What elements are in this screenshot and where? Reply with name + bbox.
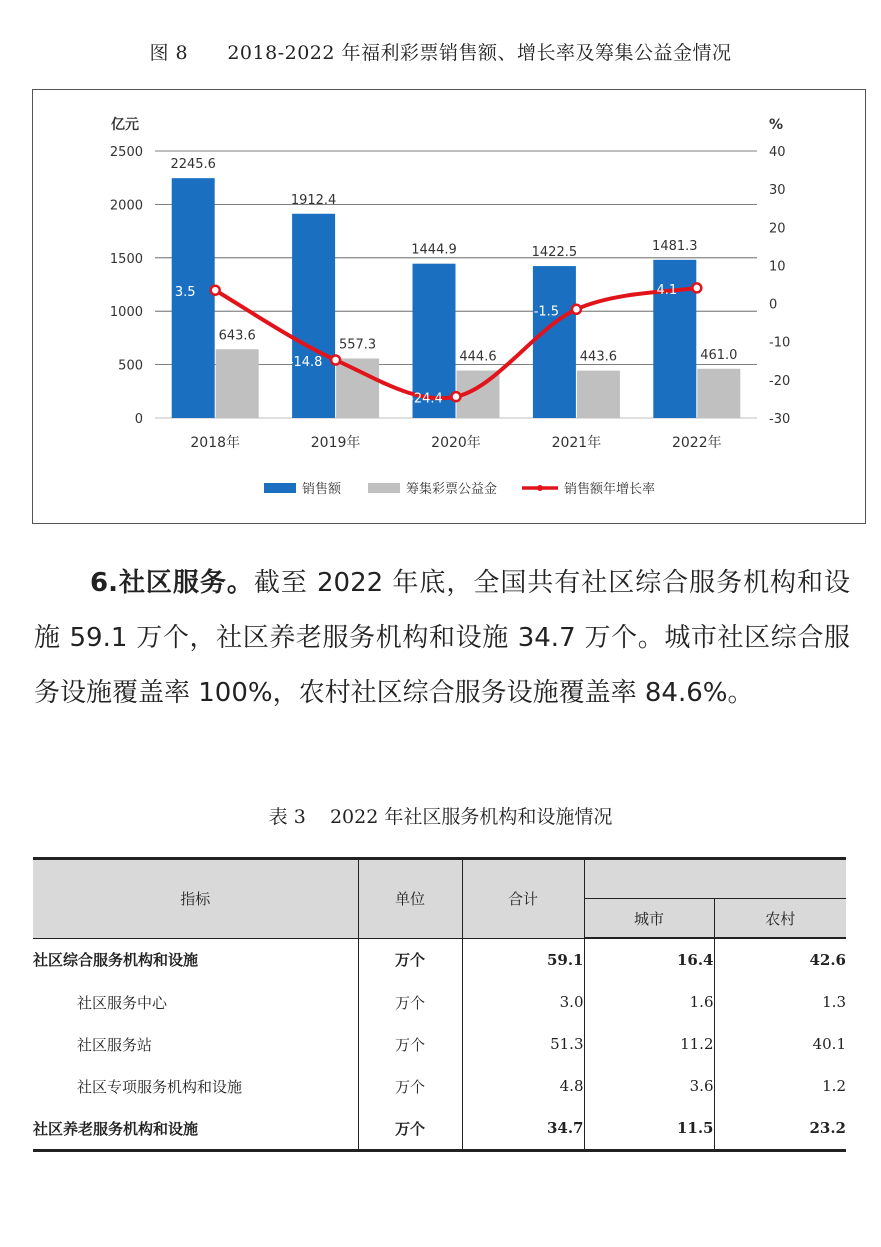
y-left-tick-label: 2500 bbox=[109, 145, 143, 160]
chart-container bbox=[32, 89, 866, 524]
row-total: 59.1 bbox=[462, 938, 584, 981]
fund-bar bbox=[336, 358, 379, 418]
y-left-tick-label: 2000 bbox=[109, 198, 143, 214]
legend-growth-label: 销售额年增长率 bbox=[564, 482, 656, 497]
growth-point bbox=[452, 392, 461, 401]
row-rural: 40.1 bbox=[714, 1023, 846, 1065]
figure-caption: 图 8 2018-2022 年福利彩票销售额、增长率及筹集公益金情况 bbox=[149, 42, 732, 64]
y-left-tick-label: 1000 bbox=[109, 305, 143, 321]
header-indicator: 指标 bbox=[33, 859, 358, 939]
row-unit: 万个 bbox=[358, 938, 462, 981]
growth-point bbox=[692, 283, 701, 292]
row-name: 社区服务中心 bbox=[33, 981, 358, 1023]
sales-data-label: 2245.6 bbox=[170, 157, 216, 173]
legend-sales-label: 销售额 bbox=[302, 482, 342, 497]
table-row bbox=[33, 1107, 846, 1151]
row-city: 3.6 bbox=[584, 1065, 714, 1107]
fund-bar bbox=[697, 369, 740, 418]
fund-bar bbox=[577, 371, 620, 418]
row-name: 社区综合服务机构和设施 bbox=[33, 938, 358, 981]
header-total: 合计 bbox=[462, 859, 584, 939]
row-name: 社区专项服务机构和设施 bbox=[33, 1065, 358, 1107]
header-rural: 农村 bbox=[714, 899, 846, 939]
row-rural: 1.3 bbox=[714, 981, 846, 1023]
fund-data-label: 444.6 bbox=[459, 349, 497, 365]
sales-data-label: 1444.9 bbox=[411, 242, 457, 258]
y-right-tick-label: 0 bbox=[769, 297, 778, 313]
row-total: 4.8 bbox=[462, 1065, 584, 1107]
sales-data-label: 1912.4 bbox=[290, 192, 337, 208]
row-unit: 万个 bbox=[358, 1065, 462, 1107]
growth-data-label: -14.8 bbox=[288, 355, 323, 371]
growth-point bbox=[211, 286, 220, 295]
legend-fund-label: 筹集彩票公益金 bbox=[406, 482, 498, 497]
header-city: 城市 bbox=[584, 899, 714, 939]
growth-point bbox=[572, 305, 581, 314]
row-unit: 万个 bbox=[358, 1107, 462, 1151]
fund-data-label: 557.3 bbox=[338, 337, 377, 353]
paragraph bbox=[34, 556, 850, 721]
x-tick-label: 2018年 bbox=[190, 435, 241, 451]
table-row bbox=[33, 981, 846, 1023]
legend-sales-swatch bbox=[264, 483, 296, 493]
x-tick-label: 2019年 bbox=[310, 435, 361, 451]
y-left-tick-label: 0 bbox=[134, 412, 143, 427]
table-row bbox=[33, 938, 846, 981]
fund-data-label: 643.6 bbox=[218, 328, 256, 344]
paragraph-body: 截至 2022 年底，全国共有社区综合服务机构和设施 59.1 万个，社区养老服务机构和设施 34.7 万个。城市社区综合服务设施覆盖率 100%，农村社区综合服务设施覆盖率 84.6%。 bbox=[34, 568, 851, 708]
y-right-unit: % bbox=[769, 117, 784, 133]
row-rural: 1.2 bbox=[714, 1065, 846, 1107]
row-city: 11.5 bbox=[584, 1107, 714, 1151]
growth-line bbox=[215, 288, 697, 398]
table-row bbox=[33, 1065, 846, 1107]
row-name: 社区养老服务机构和设施 bbox=[33, 1107, 358, 1151]
sales-bar bbox=[292, 214, 335, 418]
y-right-tick-label: 10 bbox=[769, 259, 786, 275]
fund-data-label: 461.0 bbox=[700, 347, 738, 363]
growth-data-label: -24.4 bbox=[409, 391, 443, 407]
y-right-tick-label: -20 bbox=[769, 373, 791, 389]
row-rural: 23.2 bbox=[714, 1107, 846, 1151]
row-rural: 42.6 bbox=[714, 938, 846, 981]
legend-growth-marker bbox=[537, 485, 543, 491]
row-city: 16.4 bbox=[584, 938, 714, 981]
growth-data-label: -1.5 bbox=[533, 304, 560, 320]
y-left-tick-label: 500 bbox=[118, 358, 143, 374]
table-row bbox=[33, 1023, 846, 1065]
sales-data-label: 1481.3 bbox=[652, 238, 698, 254]
row-name: 社区服务站 bbox=[33, 1023, 358, 1065]
y-right-tick-label: -10 bbox=[769, 335, 791, 351]
x-tick-label: 2021年 bbox=[551, 435, 602, 451]
paragraph-heading: 6.社区服务。 bbox=[90, 568, 254, 598]
y-right-tick-label: 20 bbox=[769, 221, 786, 237]
y-right-tick-label: -30 bbox=[769, 412, 791, 427]
fund-data-label: 443.6 bbox=[579, 349, 618, 365]
x-tick-label: 2020年 bbox=[431, 435, 481, 451]
header-blank bbox=[584, 859, 846, 899]
sales-bar bbox=[533, 266, 576, 418]
facilities-table bbox=[33, 857, 846, 1152]
header-unit: 单位 bbox=[358, 859, 462, 939]
legend-fund-swatch bbox=[368, 483, 400, 493]
row-unit: 万个 bbox=[358, 1023, 462, 1065]
row-city: 11.2 bbox=[584, 1023, 714, 1065]
growth-data-label: 3.5 bbox=[174, 285, 196, 301]
y-left-unit: 亿元 bbox=[111, 117, 139, 133]
growth-point bbox=[331, 356, 340, 365]
x-tick-label: 2022年 bbox=[671, 435, 722, 451]
row-city: 1.6 bbox=[584, 981, 714, 1023]
fund-bar bbox=[216, 349, 259, 418]
row-total: 34.7 bbox=[462, 1107, 584, 1151]
row-total: 3.0 bbox=[462, 981, 584, 1023]
row-unit: 万个 bbox=[358, 981, 462, 1023]
y-right-tick-label: 30 bbox=[769, 183, 786, 199]
y-left-tick-label: 1500 bbox=[109, 251, 143, 267]
growth-data-label: 4.1 bbox=[656, 282, 678, 298]
row-total: 51.3 bbox=[462, 1023, 584, 1065]
y-right-tick-label: 40 bbox=[769, 145, 786, 160]
table-caption: 表 3 2022 年社区服务机构和设施情况 bbox=[268, 806, 613, 828]
chart-svg bbox=[33, 90, 867, 525]
sales-data-label: 1422.5 bbox=[531, 245, 578, 261]
